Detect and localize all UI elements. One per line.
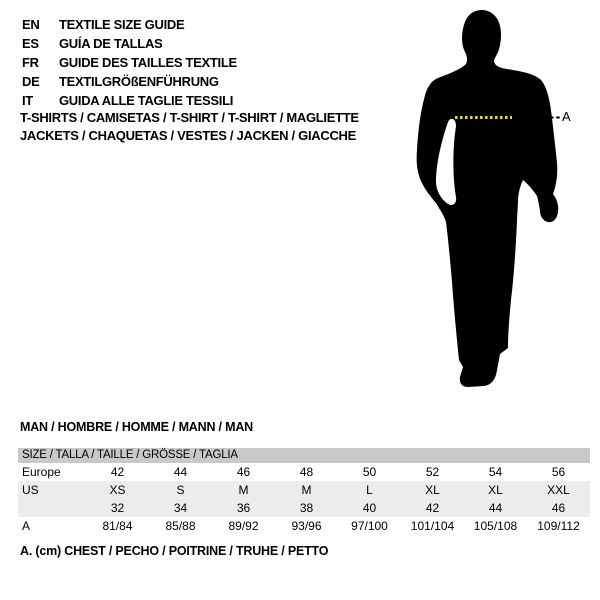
table-cell: 42 bbox=[110, 465, 125, 479]
size-table-header: SIZE / TALLA / TAILLE / GRÖSSE / TAGLIA bbox=[18, 448, 590, 463]
language-code: DE bbox=[22, 74, 40, 89]
row-label bbox=[18, 499, 86, 517]
table-row-europe bbox=[18, 463, 590, 481]
table-cell: 85/88 bbox=[165, 519, 196, 533]
measurement-footnote: A. (cm) CHEST / PECHO / POITRINE / TRUHE / PETTO bbox=[20, 544, 329, 558]
man-silhouette-figure bbox=[410, 0, 580, 400]
language-title: TEXTILGRÖßENFÜHRUNG bbox=[59, 74, 219, 89]
table-cell: 81/84 bbox=[102, 519, 133, 533]
measure-label-a: A bbox=[562, 109, 571, 124]
table-row-us-numbers bbox=[18, 499, 590, 517]
table-cell: L bbox=[366, 483, 373, 497]
language-code: IT bbox=[22, 93, 33, 108]
language-title: GUIDA ALLE TAGLIE TESSILI bbox=[59, 93, 234, 108]
table-cell: 44 bbox=[173, 465, 188, 479]
table-cell: 109/112 bbox=[537, 519, 580, 533]
size-table bbox=[18, 448, 590, 535]
language-title: GUÍA DE TALLAS bbox=[59, 36, 163, 51]
row-label: US bbox=[22, 483, 39, 497]
table-cell: 101/104 bbox=[410, 519, 455, 533]
table-cell: XXL bbox=[547, 483, 570, 497]
language-row bbox=[22, 91, 237, 110]
language-title: TEXTILE SIZE GUIDE bbox=[59, 17, 185, 32]
table-cell: 97/100 bbox=[351, 519, 388, 533]
table-cell: 44 bbox=[488, 501, 503, 515]
category-line-jackets: JACKETS / CHAQUETAS / VESTES / JACKEN / GIACCHE bbox=[20, 128, 356, 143]
table-cell: XL bbox=[488, 483, 503, 497]
language-code: ES bbox=[22, 36, 39, 51]
table-cell: 93/96 bbox=[291, 519, 322, 533]
table-cell: 52 bbox=[425, 465, 440, 479]
table-cell: 34 bbox=[173, 501, 188, 515]
language-title: GUIDE DES TAILLES TEXTILE bbox=[59, 55, 237, 70]
language-code: FR bbox=[22, 55, 39, 70]
table-cell: 54 bbox=[488, 465, 503, 479]
table-cell: 56 bbox=[551, 465, 566, 479]
table-cell: 42 bbox=[425, 501, 440, 515]
table-row-us-letters bbox=[18, 481, 590, 499]
language-code: EN bbox=[22, 17, 40, 32]
table-cell: 46 bbox=[236, 465, 251, 479]
row-label: A bbox=[22, 519, 31, 533]
table-cell: 105/108 bbox=[473, 519, 518, 533]
language-list bbox=[22, 15, 237, 110]
silhouette-body bbox=[417, 10, 559, 387]
table-cell: 89/92 bbox=[228, 519, 259, 533]
table-cell: 48 bbox=[299, 465, 314, 479]
table-cell: M bbox=[301, 483, 312, 497]
table-cell: M bbox=[238, 483, 249, 497]
table-cell: 46 bbox=[551, 501, 566, 515]
man-silhouette bbox=[410, 0, 580, 400]
table-cell: 50 bbox=[362, 465, 377, 479]
table-cell: 32 bbox=[110, 501, 125, 515]
table-cell: 40 bbox=[362, 501, 377, 515]
table-cell: XS bbox=[109, 483, 126, 497]
table-cell: XL bbox=[425, 483, 440, 497]
table-cell: S bbox=[176, 483, 185, 497]
row-label: Europe bbox=[22, 465, 61, 479]
table-cell: 38 bbox=[299, 501, 314, 515]
language-row bbox=[22, 15, 237, 34]
gender-heading: MAN / HOMBRE / HOMME / MANN / MAN bbox=[20, 420, 253, 434]
table-cell: 36 bbox=[236, 501, 251, 515]
garment-categories bbox=[20, 109, 359, 145]
category-line-tshirts: T-SHIRTS / CAMISETAS / T-SHIRT / T-SHIRT / MAGLIETTE bbox=[20, 110, 359, 125]
language-row bbox=[22, 34, 237, 53]
language-row bbox=[22, 53, 237, 72]
language-row bbox=[22, 72, 237, 91]
table-row-chest-cm bbox=[18, 517, 590, 535]
